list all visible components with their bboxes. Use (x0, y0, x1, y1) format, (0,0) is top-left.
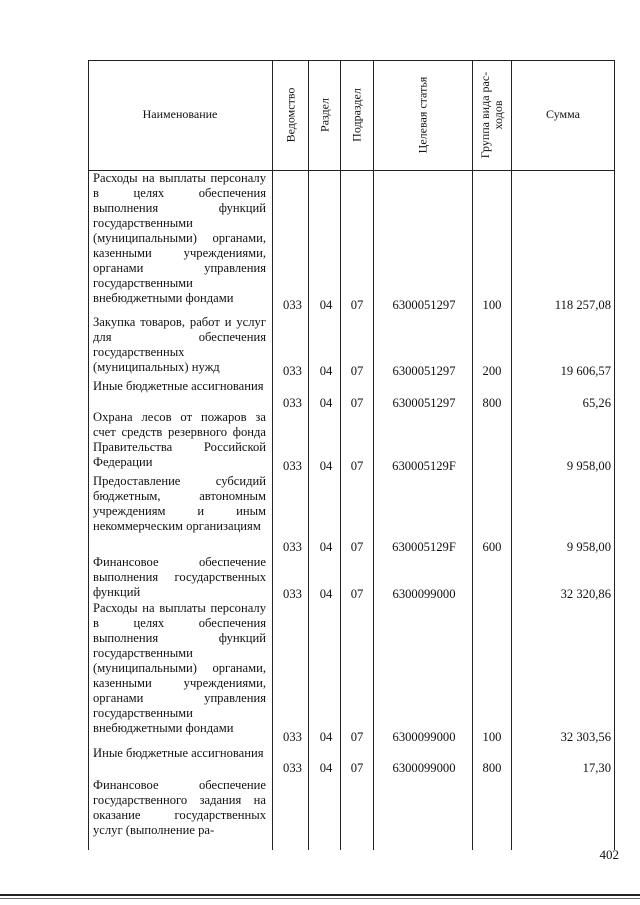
row-celevaya: 6300051297 (392, 396, 456, 410)
row-razdel: 04 (319, 364, 333, 378)
row-celevaya: 6300051297 (392, 364, 456, 378)
row-name: Закупка товаров, работ и услуг для обеспечения государственных (муниципальных) нужд (93, 315, 266, 374)
col-border-1 (272, 60, 273, 850)
row-summa: 65,26 (582, 396, 611, 410)
row-podrazdel: 07 (350, 298, 364, 312)
row-celevaya: 6300099000 (392, 587, 456, 601)
row-vedomstvo: 033 (283, 587, 302, 601)
table-top-border (88, 60, 615, 61)
row-gruppa: 800 (482, 396, 502, 410)
row-razdel: 04 (319, 761, 333, 775)
row-celevaya: 630005129F (392, 459, 456, 473)
row-podrazdel: 07 (350, 396, 364, 410)
row-razdel: 04 (319, 587, 333, 601)
row-gruppa: 800 (482, 761, 502, 775)
row-razdel: 04 (319, 459, 333, 473)
row-podrazdel: 07 (350, 459, 364, 473)
col-border-left (88, 60, 89, 850)
row-name: Расходы на выплаты персоналу в целях обеспечения выполнения функций государственными (муниципальными) органами, казенными учреждениями, органами управления государственными внебюджетными фондами (93, 601, 266, 735)
row-podrazdel: 07 (350, 540, 364, 554)
row-celevaya: 6300099000 (392, 761, 456, 775)
row-podrazdel: 07 (350, 730, 364, 744)
row-vedomstvo: 033 (283, 540, 302, 554)
row-gruppa: 100 (482, 730, 502, 744)
header-name: Наименование (142, 107, 218, 121)
header-gruppa-vida-rashodov: Группа вида рас-ходов (478, 71, 505, 159)
row-gruppa: 200 (482, 364, 502, 378)
row-podrazdel: 07 (350, 364, 364, 378)
header-razdel: Раздел (317, 98, 332, 132)
header-podrazdel: Подраздел (349, 88, 364, 142)
row-vedomstvo: 033 (283, 761, 302, 775)
col-border-right (614, 60, 615, 850)
row-summa: 9 958,00 (566, 540, 611, 554)
row-summa: 32 303,56 (560, 730, 611, 744)
row-name: Расходы на выплаты персоналу в целях обеспечения выполнения функций государственными (муниципальными) органами, казенными учреждениями, органами управления государственными внебюджетными фондами (93, 171, 266, 305)
row-celevaya: 6300099000 (392, 730, 456, 744)
row-vedomstvo: 033 (283, 459, 302, 473)
row-podrazdel: 07 (350, 587, 364, 601)
row-vedomstvo: 033 (283, 298, 302, 312)
row-vedomstvo: 033 (283, 396, 302, 410)
row-vedomstvo: 033 (283, 730, 302, 744)
row-name: Иные бюджетные ассигнования (93, 746, 264, 760)
row-summa: 17,30 (582, 761, 611, 775)
row-name: Финансовое обеспечение выполнения государственных функций (93, 555, 266, 599)
header-summa: Сумма (546, 107, 580, 121)
row-razdel: 04 (319, 396, 333, 410)
footer-rule (0, 894, 640, 896)
header-vedomstvo: Ведомство (283, 87, 298, 143)
page-number: 402 (599, 847, 619, 862)
row-summa: 19 606,57 (560, 364, 611, 378)
row-gruppa: 600 (482, 540, 502, 554)
row-name: Предоставление субсидий бюджетным, автономным учреждениям и иным некоммерческим организациям (93, 474, 266, 533)
row-podrazdel: 07 (350, 761, 364, 775)
footer-rule-thin (0, 898, 640, 899)
row-name: Охрана лесов от пожаров за счет средств резервного фонда Правительства Российской Федерации (93, 410, 266, 469)
row-name: Финансовое обеспечение государственного задания на оказание государственных услуг (выполнение ра- (93, 778, 266, 837)
col-border-6 (511, 60, 512, 850)
row-vedomstvo: 033 (283, 364, 302, 378)
row-summa: 32 320,86 (560, 587, 611, 601)
row-razdel: 04 (319, 540, 333, 554)
row-summa: 118 257,08 (554, 298, 611, 312)
row-razdel: 04 (319, 298, 333, 312)
row-gruppa: 100 (482, 298, 502, 312)
row-celevaya: 630005129F (392, 540, 456, 554)
row-name: Иные бюджетные ассигнования (93, 379, 264, 393)
row-celevaya: 6300051297 (392, 298, 456, 312)
row-summa: 9 958,00 (566, 459, 611, 473)
row-razdel: 04 (319, 730, 333, 744)
header-celevaya-statya: Целевая статья (415, 76, 430, 154)
